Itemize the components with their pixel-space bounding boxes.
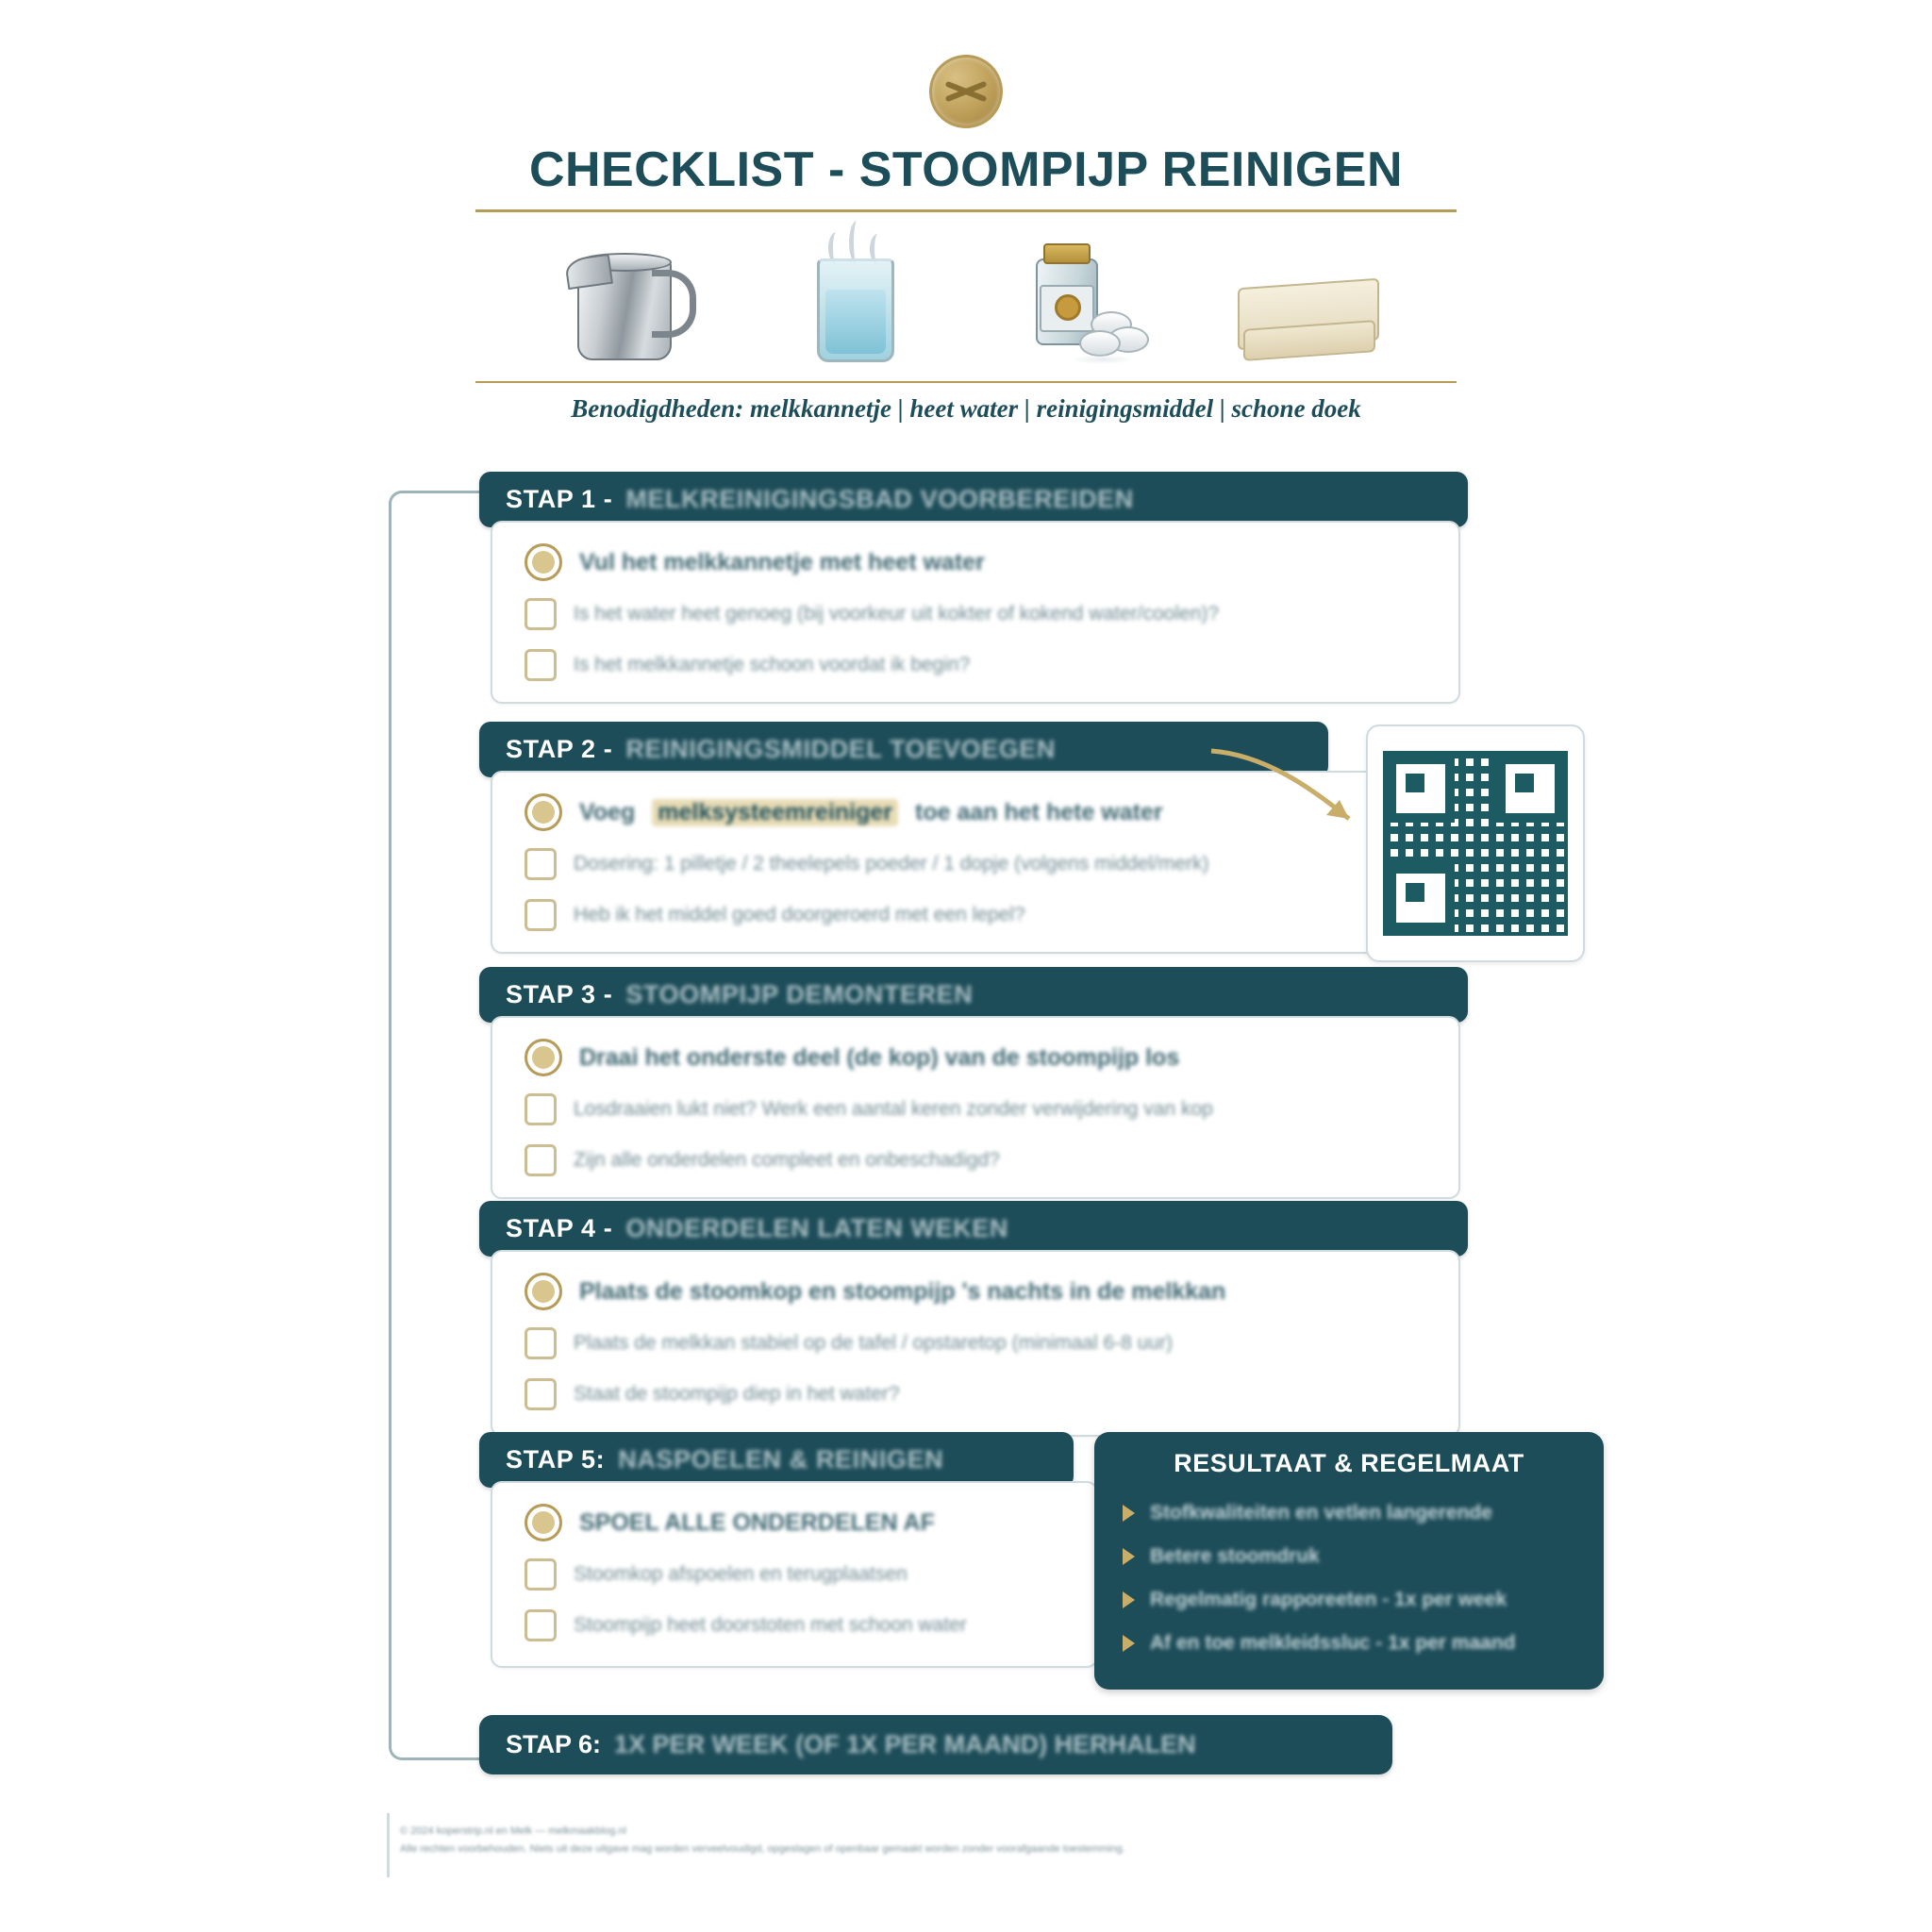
step-3-sub-2[interactable]: Zijn alle onderdelen compleet en onbeschadigd? [492, 1135, 1458, 1186]
result-card-title: RESULTAAT & REGELMAAT [1174, 1449, 1524, 1477]
step-4 [479, 1201, 1468, 1257]
checkbox-icon[interactable] [525, 1609, 557, 1641]
footer-line-1: © 2024 koperstrip.nl en Melk — melkmaakblog.nl [400, 1825, 626, 1837]
bullet-icon [525, 1039, 562, 1076]
step-4-number: STAP 4 - [506, 1214, 613, 1242]
bullet-icon [525, 1273, 562, 1310]
step-2-header[interactable] [479, 722, 1328, 777]
step-1 [479, 472, 1468, 527]
step-5 [479, 1432, 1074, 1488]
step-5-sub-2[interactable]: Stoompijp heet doorstoten met schoon water [492, 1600, 1096, 1651]
result-card [1094, 1432, 1604, 1690]
tools-illustration-row [523, 228, 1409, 370]
step-6-title: 1X PER WEEK (OF 1X PER MAAND) HERHALEN [614, 1730, 1196, 1758]
checkbox-icon[interactable] [525, 1093, 557, 1125]
qr-code[interactable] [1383, 751, 1568, 936]
step-2-sub-2[interactable]: Heb ik het middel goed doorgeroerd met een lepel? [492, 890, 1458, 941]
step-5-body [491, 1481, 1098, 1668]
checkbox-icon[interactable] [525, 649, 557, 681]
step-1-sub-1[interactable]: Is het water heet genoeg (bij voorkeur uit kokter of kokend water/coolen)? [492, 589, 1458, 640]
step-5-main-task[interactable]: SPOEL ALLE ONDERDELEN AF [492, 1483, 1096, 1549]
checkbox-icon[interactable] [525, 899, 557, 931]
cleaning-agent-bottle-icon [1004, 228, 1155, 370]
bullet-icon [525, 793, 562, 831]
step-3-sub-1[interactable]: Losdraaien lukt niet? Werk een aantal keren zonder verwijdering van kop [492, 1084, 1458, 1135]
crossed-tools-seal-icon [929, 55, 1003, 128]
step-1-header[interactable] [479, 472, 1468, 527]
chevron-right-icon [1123, 1505, 1135, 1522]
needs-line: Benodigdheden: melkkannetje | heet water | reinigingsmiddel | schone doek [571, 394, 1361, 423]
flow-connector [389, 491, 482, 1760]
title-divider [475, 209, 1457, 212]
step-5-header[interactable] [479, 1432, 1074, 1488]
result-item: Stofkwaliteiten en vetlen langerende [1119, 1491, 1579, 1535]
step-2 [479, 722, 1328, 777]
bullet-icon [525, 1504, 562, 1541]
step-2-number: STAP 2 - [506, 735, 613, 763]
step-3 [479, 967, 1468, 1023]
step-3-header[interactable] [479, 967, 1468, 1023]
step-1-number: STAP 1 - [506, 485, 613, 513]
step-5-sub-1[interactable]: Stoomkop afspoelen en terugplaatsen [492, 1549, 1096, 1600]
step-4-title: ONDERDELEN LATEN WEKEN [625, 1214, 1009, 1242]
step-4-sub-2[interactable]: Staat de stoompijp diep in het water? [492, 1369, 1458, 1420]
step-3-title: STOOMPIJP DEMONTEREN [625, 980, 974, 1008]
step-5-number: STAP 5: [506, 1445, 606, 1474]
step-6-number: STAP 6: [506, 1730, 602, 1758]
step-4-sub-1[interactable]: Plaats de melkkan stabiel op de tafel / opstaretop (minimaal 6-8 uur) [492, 1318, 1458, 1369]
needs-divider [475, 381, 1457, 383]
checkbox-icon[interactable] [525, 598, 557, 630]
bullet-icon [525, 543, 562, 581]
step-1-sub-2[interactable]: Is het melkkannetje schoon voordat ik begin? [492, 640, 1458, 691]
chevron-right-icon [1123, 1548, 1135, 1565]
checkbox-icon[interactable] [525, 1144, 557, 1176]
step-3-body [491, 1016, 1460, 1199]
step-2-title: REINIGINGSMIDDEL TOEVOEGEN [625, 735, 1056, 763]
page-title: CHECKLIST - STOOMPIJP REINIGEN [528, 142, 1404, 197]
result-item: Regelmatig rapporeeten - 1x per week [1119, 1578, 1579, 1622]
step-3-main-task[interactable]: Draai het onderste deel (de kop) van de stoompijp los [492, 1018, 1458, 1084]
qr-card[interactable] [1366, 724, 1585, 962]
checkbox-icon[interactable] [525, 848, 557, 880]
hot-water-glass-icon [777, 228, 928, 370]
milk-jug-icon [551, 228, 702, 370]
footer-line-2: Alle rechten voorbehouden. Niets uit deze uitgave mag worden verveelvoudigd, opgeslagen of openbaar gemaakt worden zonder voorafgaande toestemming. [400, 1842, 1125, 1855]
step-1-title: MELKREINIGINGSBAD VOORBEREIDEN [625, 485, 1134, 513]
step-4-header[interactable] [479, 1201, 1468, 1257]
step-2-main-task[interactable]: Voeg melksysteemreiniger toe aan het hete water [492, 773, 1458, 839]
chevron-right-icon [1123, 1591, 1135, 1608]
checkbox-icon[interactable] [525, 1558, 557, 1591]
result-item: Af en toe melkleidssluc - 1x per maand [1119, 1622, 1579, 1665]
footer [400, 1823, 1438, 1857]
checkbox-icon[interactable] [525, 1327, 557, 1359]
checkbox-icon[interactable] [525, 1378, 557, 1410]
step-2-sub-1[interactable]: Dosering: 1 pilletje / 2 theelepels poeder / 1 dopje (volgens middel/merk) [492, 839, 1458, 890]
step-1-body [491, 521, 1460, 704]
step-4-main-task[interactable]: Plaats de stoomkop en stoompijp 's nachts in de melkkan [492, 1252, 1458, 1318]
step-5-title: NASPOELEN & REINIGEN [618, 1445, 944, 1474]
step-1-main-task[interactable]: Vul het melkkannetje met heet water [492, 523, 1458, 589]
folded-cloth-icon [1230, 228, 1381, 370]
qr-pointer-arrow-icon [1208, 745, 1368, 830]
step-4-body [491, 1250, 1460, 1437]
step-2-highlight: melksysteemreiniger [652, 799, 898, 826]
result-item: Betere stoomdruk [1119, 1535, 1579, 1578]
chevron-right-icon [1123, 1635, 1135, 1652]
step-6-header[interactable] [479, 1715, 1392, 1774]
footer-divider [387, 1813, 390, 1877]
step-3-number: STAP 3 - [506, 980, 613, 1008]
